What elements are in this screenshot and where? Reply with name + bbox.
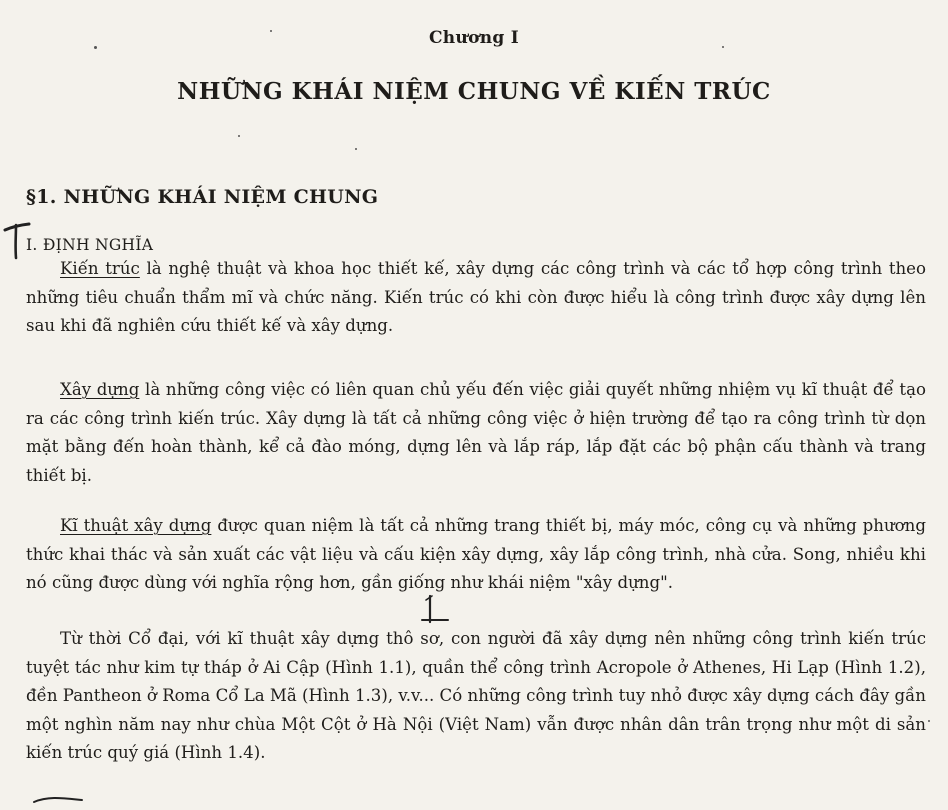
subsection-title: I. ĐỊNH NGHĨA [26, 236, 154, 254]
scan-speck [928, 720, 930, 722]
paragraph-text: được quan niệm là tất cả những trang thiết bị, máy móc, công cụ và những phương thức khai thác và sản xuất các vật liệu và cấu kiện xây dựng, xây lắp công trình, nhà cửa. Song, nhiều khi nó cũng được dùng với nghĩa rộng hơn, gần giống như khái niệm "xây dựng". [26, 516, 926, 593]
paragraph-xay-dung [26, 376, 926, 490]
handwritten-underline-mark [30, 792, 90, 808]
term-ki-thuat-xay-dung: Kĩ thuật xây dựng [60, 516, 212, 535]
term-xay-dung: Xây dựng [60, 380, 140, 399]
scan-speck [722, 46, 724, 48]
chapter-title: NHỮNG KHÁI NIỆM CHUNG VỀ KIẾN TRÚC [177, 78, 771, 105]
paragraph-text: là những công việc có liên quan chủ yếu đến việc giải quyết những nhiệm vụ kĩ thuật để tạo ra các công trình kiến trúc. Xây dựng là tất cả những công việc ở hiện trường để tạo ra công trình từ dọn mặt bằng đến hoàn thành, kể cả đào móng, dựng lên và lắp ráp, lắp đặt các bộ phận cấu thành và trang thiết bị. [26, 380, 926, 485]
section-title: §1. NHỮNG KHÁI NIỆM CHUNG [26, 186, 379, 208]
paragraph-text: là nghệ thuật và khoa học thiết kế, xây dựng các công trình và các tổ hợp công trình theo những tiêu chuẩn thẩm mĩ và chức năng. Kiến trúc có khi còn được hiểu là công trình được xây dựng lên sau khi đã nghiên cứu thiết kế và xây dựng. [26, 259, 926, 336]
scan-speck [355, 148, 357, 150]
scan-speck [94, 46, 97, 49]
term-kien-truc: Kiến trúc [60, 259, 140, 278]
paragraph-ki-thuat-xay-dung [26, 512, 926, 598]
chapter-label: Chương I [428, 28, 520, 48]
paragraph-text: Từ thời Cổ đại, với kĩ thuật xây dựng thô sơ, con người đã xây dựng nên những công trình kiến trúc tuyệt tác như kim tự tháp ở Ai Cập (Hình 1.1), quần thể công trình Acropole ở Athenes, Hi Lạp (Hình 1.2), đền Pantheon ở Roma Cổ La Mã (Hình 1.3), v.v... Có những công trình tuy nhỏ được xây dựng cách đây gần một nghìn năm nay như chùa Một Cột ở Hà Nội (Việt Nam) vẫn được nhân dân trân trọng như một di sản kiến trúc quý giá (Hình 1.4). [26, 629, 926, 763]
scan-speck [238, 135, 240, 137]
paragraph-kien-truc [26, 255, 926, 341]
scan-speck [270, 30, 272, 32]
paragraph-history [26, 625, 926, 768]
